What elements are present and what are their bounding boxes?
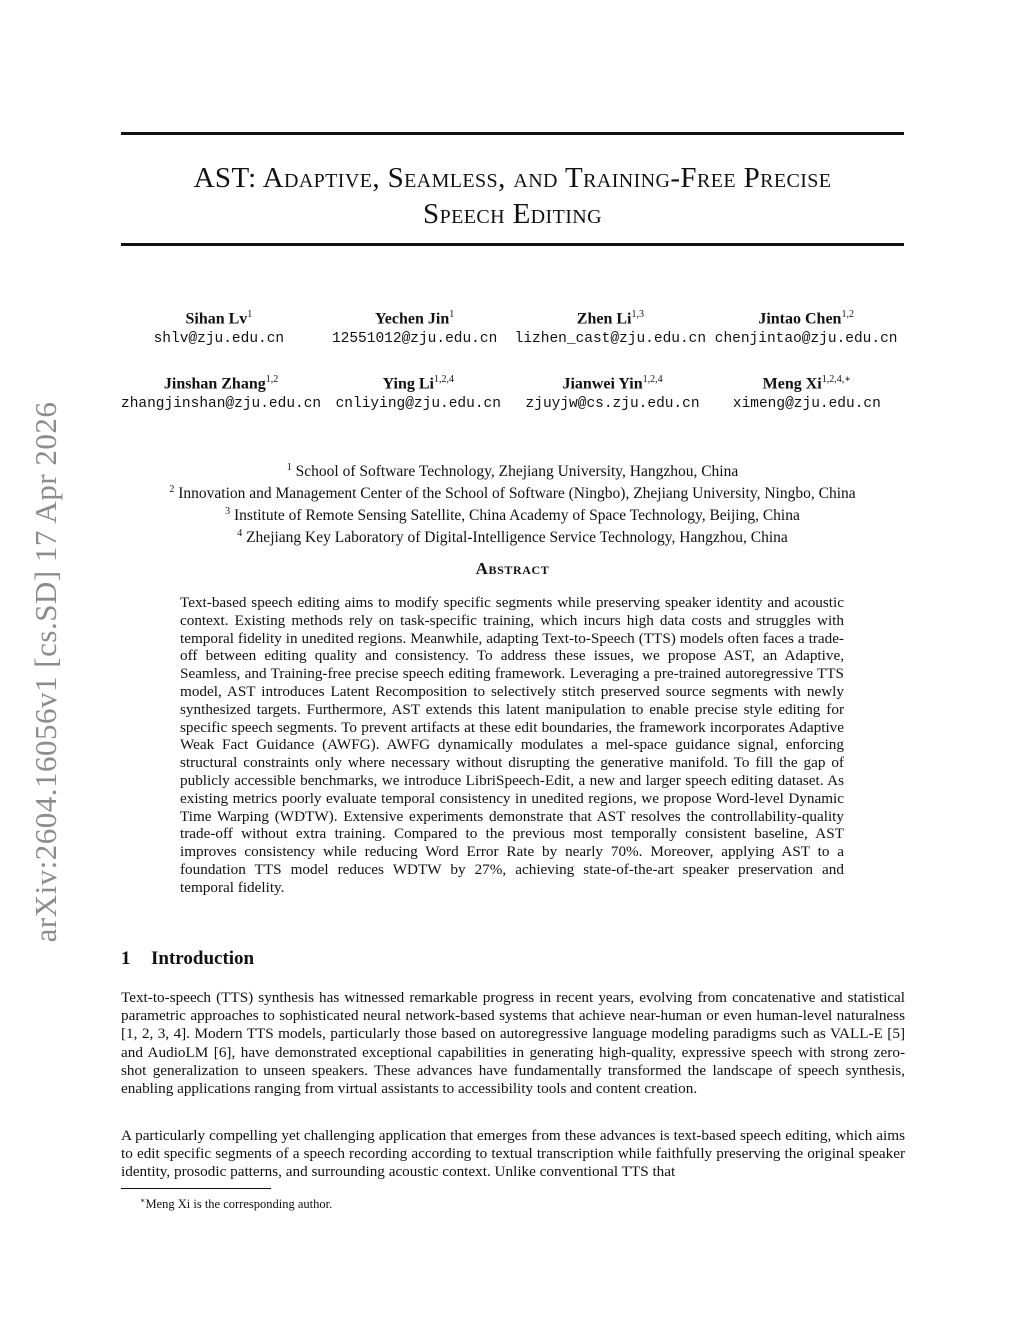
footnote-mark: ∗ — [140, 1196, 146, 1205]
author — [121, 305, 317, 349]
author-affil: 1,2,4 — [642, 374, 663, 385]
author-affil: 1,2,4,∗ — [821, 374, 852, 385]
affiliation — [121, 525, 904, 547]
title-bottom-rule — [121, 243, 904, 246]
affiliation-text: Innovation and Management Center of the School of Software (Ningbo), Zhejiang University, Ningbo, China — [178, 485, 856, 503]
authors-row-2 — [121, 370, 904, 414]
arxiv-sidebar — [26, 372, 66, 972]
author-email: ximeng@zju.edu.cn — [732, 396, 881, 413]
author-name: Jinshan Zhang — [163, 375, 266, 393]
author-name: Meng Xi — [762, 375, 822, 393]
author — [710, 370, 904, 414]
author — [121, 370, 321, 414]
intro-paragraph-2: A particularly compelling yet challenging application that emerges from these advances is text-based speech editing, which aims to edit specific segments of a speech recording according to textual transcription while faithfully preserving the original speaker identity, prosodic patterns, and surrounding acoustic context. Unlike conventional TTS that — [121, 1127, 905, 1181]
affiliation-text: Zhejiang Key Laboratory of Digital-Intelligence Service Technology, Hangzhou, China — [246, 529, 788, 547]
affiliation-number: 1 — [286, 462, 292, 473]
author-affil: 1,2 — [265, 374, 279, 385]
footnote-text: Meng Xi is the corresponding author. — [145, 1197, 333, 1212]
author-affil: 1,2,4 — [433, 374, 454, 385]
affiliation — [121, 481, 904, 503]
author-email: cnliying@zju.edu.cn — [335, 396, 501, 413]
author-affil: 1 — [247, 309, 253, 320]
section-number: 1 — [121, 948, 131, 969]
affiliations — [121, 459, 904, 548]
author — [317, 305, 513, 349]
affiliation-number: 3 — [225, 506, 231, 518]
author-name: Jianwei Yin — [562, 375, 643, 393]
author-email: zhangjinshan@zju.edu.cn — [121, 396, 322, 413]
intro-paragraph-1: Text-to-speech (TTS) synthesis has witnessed remarkable progress in recent years, evolving from concatenative and statistical parametric approaches to sophisticated neural network-based systems that achieve near-human or even human-level naturalness [1, 2, 3, 4]. Modern TTS models, particularly those based on autoregressive language modeling paradigms such as VALL-E [5] and AudioLM [6], have demonstrated exceptional capabilities in generating high-quality, expressive speech with strong zero-shot generalization to unseen speakers. These advances have fundamentally transformed the landscape of speech synthesis, enabling applications ranging from virtual assistants to accessibility tools and content creation. — [121, 989, 905, 1098]
author-email: shlv@zju.edu.cn — [153, 331, 285, 348]
author-name: Zhen Li — [576, 310, 632, 328]
affiliation-text: School of Software Technology, Zhejiang University, Hangzhou, China — [295, 463, 739, 481]
section-heading — [121, 948, 254, 970]
author-affil: 1,2 — [841, 309, 854, 320]
footnote — [140, 1193, 332, 1212]
paper-title — [121, 160, 904, 232]
affiliation-number: 2 — [169, 484, 175, 496]
affiliation — [121, 459, 904, 481]
author-email: zjuyjw@cs.zju.edu.cn — [525, 396, 700, 413]
abstract-body: Text-based speech editing aims to modify specific segments while preserving speaker identity and acoustic context. Existing methods rely on task-specific training, which incurs high data costs and struggles with temporal fidelity in unedited regions. Meanwhile, adapting Text-to-Speech (TTS) models often faces a trade-off between editing quality and consistency. To address these issues, we propose AST, an Adaptive, Seamless, and Training-free precise speech editing framework. Leveraging a pre-trained autoregressive TTS model, AST introduces Latent Recomposition to selectively stitch preserved source segments with newly synthesized targets. Furthermore, AST extends this latent manipulation to enable precise style editing for specific speech segments. To prevent artifacts at these edit boundaries, the framework incorporates Adaptive Weak Fact Guidance (AWFG). AWFG dynamically modulates a mel-space guidance signal, enforcing structural constraints only where necessary without disrupting the generative manifold. To fill the gap of publicly accessible benchmarks, we introduce LibriSpeech-Edit, a new and larger speech editing dataset. As existing metrics poorly evaluate temporal consistency in unedited regions, we propose Word-level Dynamic Time Warping (WDTW). Extensive experiments demonstrate that AST resolves the controllability-quality trade-off without extra training. Compared to the previous most temporally consistent baseline, AST improves consistency while reducing Word Error Rate by nearly 70%. Moreover, applying AST to a foundation TTS model reduces WDTW by 27%, achieving state-of-the-art speaker preservation and temporal fidelity. — [180, 594, 844, 896]
title-line-1: AST: Adaptive, Seamless, and Training-Free Precise — [193, 162, 832, 194]
section-title: Introduction — [151, 948, 255, 969]
author — [708, 305, 904, 349]
author-affil: 1 — [449, 309, 455, 320]
author-affil: 1,3 — [631, 309, 644, 320]
author — [321, 370, 515, 414]
footnote-rule — [121, 1188, 271, 1189]
abstract-heading — [121, 559, 904, 579]
author-name: Jintao Chen — [758, 310, 842, 328]
author-name: Sihan Lv — [185, 310, 248, 328]
author-email: lizhen_cast@zju.edu.cn — [514, 331, 707, 348]
affiliation-text: Institute of Remote Sensing Satellite, China Academy of Space Technology, Beijing, China — [234, 507, 800, 525]
title-line-2: Speech Editing — [423, 198, 602, 230]
author-email: chenjintao@zju.edu.cn — [714, 331, 898, 348]
affiliation — [121, 503, 904, 525]
abstract-heading-text: Abstract — [475, 559, 550, 578]
author — [515, 370, 709, 414]
author — [513, 305, 709, 349]
arxiv-identifier: arXiv:2604.16056v1 [cs.SD] 17 Apr 2026 — [28, 401, 63, 943]
author-name: Yechen Jin — [375, 310, 450, 328]
authors-row-1 — [121, 305, 904, 349]
author-name: Ying Li — [382, 375, 434, 393]
author-email: 12551012@zju.edu.cn — [331, 331, 498, 348]
title-top-rule — [121, 132, 904, 135]
affiliation-number: 4 — [237, 528, 243, 540]
